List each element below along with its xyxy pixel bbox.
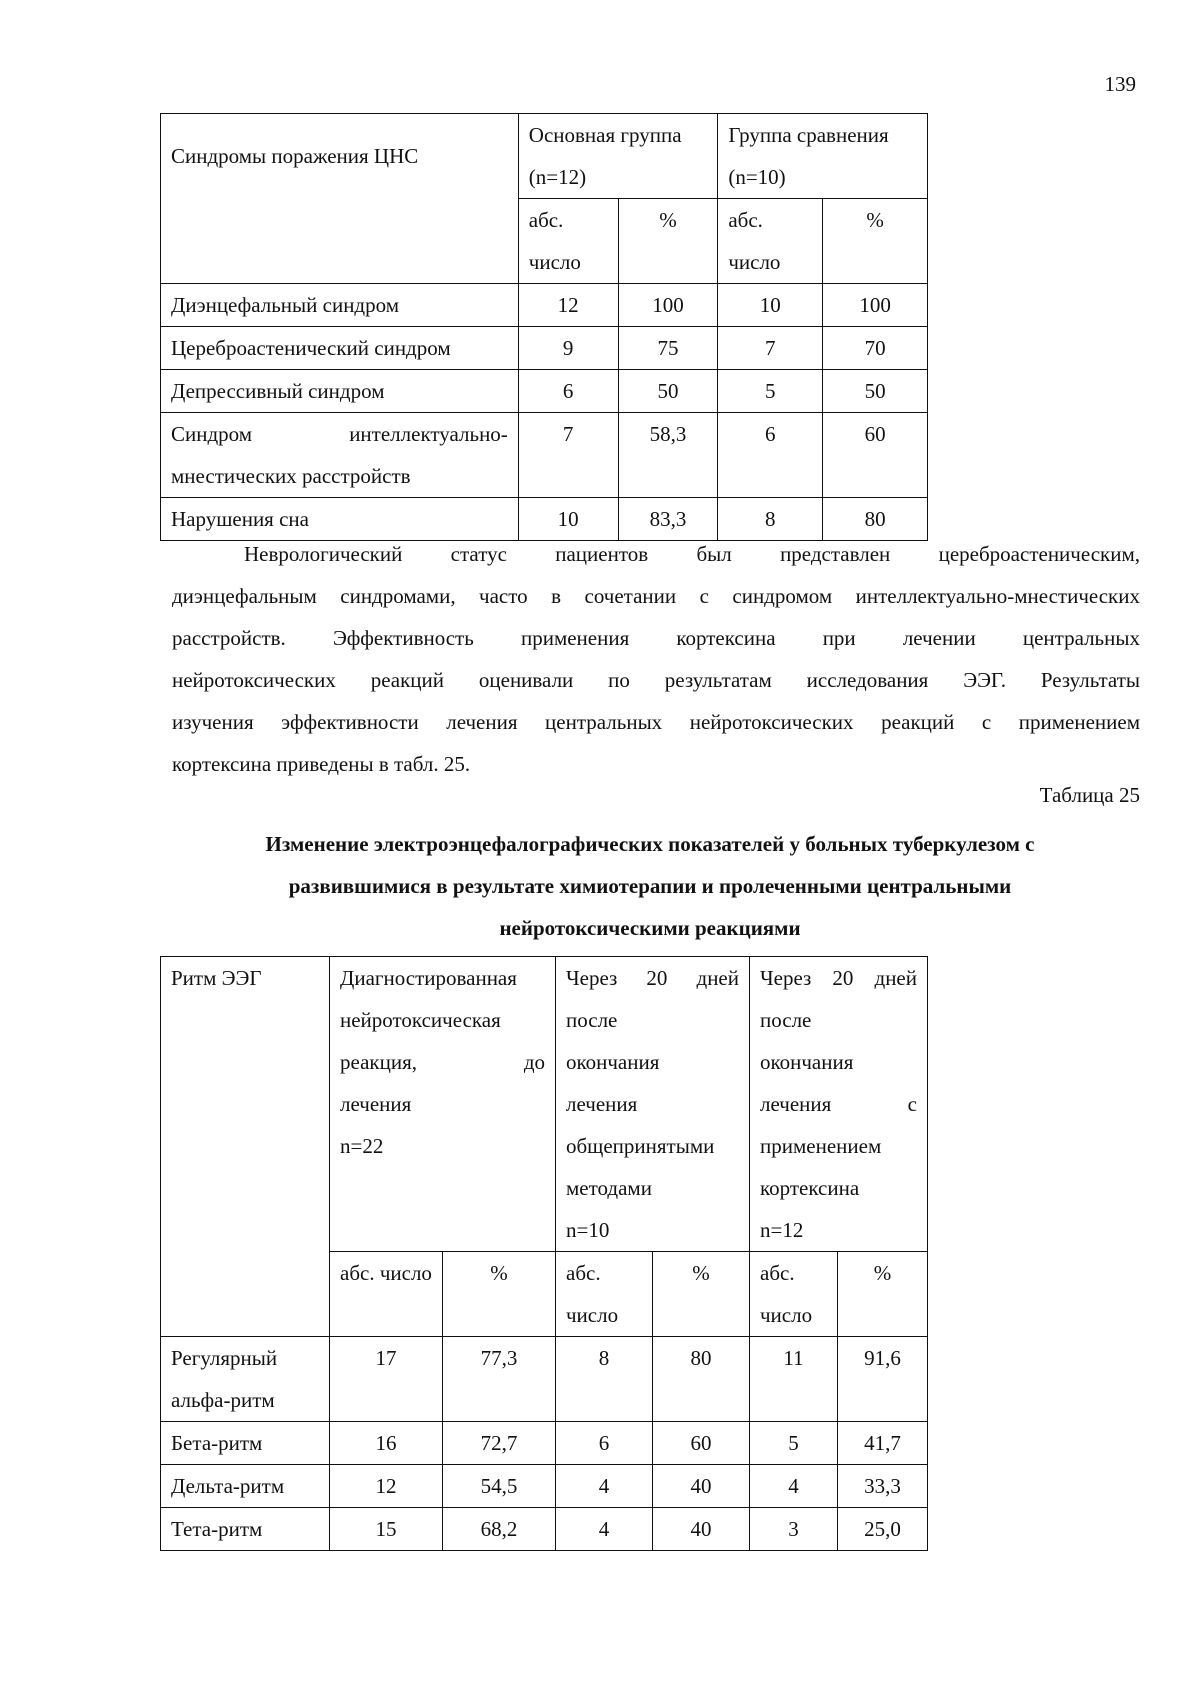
cell: 5 (750, 1422, 838, 1465)
cell: 12 (330, 1465, 443, 1508)
cell: 58,3 (618, 413, 718, 498)
cell: 10 (718, 284, 823, 327)
table1-header-abs: абс. число (718, 199, 823, 284)
cell: 5 (718, 370, 823, 413)
header-line: лечения (340, 1092, 412, 1116)
row-label: Бета-ритм (161, 1422, 330, 1465)
cell: 70 (823, 327, 928, 370)
paragraph-line: изучения эффективности лечения центральных нейротоксических реакций с применением (172, 710, 1140, 734)
cell: 77,3 (443, 1337, 556, 1422)
paragraph-line: нейротоксических реакций оценивали по результатам исследования ЭЭГ. Результаты (172, 668, 1140, 692)
row-label: Нарушения сна (161, 498, 519, 541)
table2-header-group3 (750, 957, 928, 1252)
cell: 50 (618, 370, 718, 413)
cell: 60 (823, 413, 928, 498)
cell: 91,6 (838, 1337, 928, 1422)
cell: 7 (518, 413, 618, 498)
row-label: Диэнцефальный синдром (161, 284, 519, 327)
header-line: Через 20 дней (760, 966, 917, 990)
header-line: применением (760, 1134, 882, 1158)
cell: 25,0 (838, 1508, 928, 1551)
cell: 6 (518, 370, 618, 413)
table1-header-compare-group: Группа сравнения (n=10) (718, 114, 928, 199)
row-label: Дельта-ритм (161, 1465, 330, 1508)
table-row (161, 327, 928, 370)
body-paragraph (172, 533, 1140, 785)
cell: 8 (718, 498, 823, 541)
cell: 3 (750, 1508, 838, 1551)
paragraph-line: Неврологический статус пациентов был представлен цереброастеническим, (244, 542, 1140, 566)
row-label: Регулярный альфа-ритм (161, 1337, 330, 1422)
table1-header-syndromes: Синдромы поражения ЦНС (161, 114, 519, 284)
header-line: методами (566, 1176, 652, 1200)
cell: 17 (330, 1337, 443, 1422)
cell: 75 (618, 327, 718, 370)
cell: 100 (823, 284, 928, 327)
cell: 54,5 (443, 1465, 556, 1508)
header-line: n=10 (566, 1218, 610, 1242)
table1-header-pct: % (618, 199, 718, 284)
row-label: Цереброастенический синдром (161, 327, 519, 370)
paragraph-line: кортексина приведены в табл. 25. (172, 752, 471, 776)
header-line: лечения (566, 1092, 638, 1116)
row-label-line: Синдром интеллектуально- (171, 422, 508, 446)
table-row (161, 284, 928, 327)
table-row (161, 1508, 928, 1551)
header-line: n=22 (340, 1134, 384, 1158)
cell: 9 (518, 327, 618, 370)
eeg-table (160, 956, 928, 1551)
table-title-line: нейротоксическими реакциями (499, 916, 801, 940)
cell: 68,2 (443, 1508, 556, 1551)
cell: 12 (518, 284, 618, 327)
cell: 4 (556, 1508, 653, 1551)
cell: 10 (518, 498, 618, 541)
table2-header-pct: % (838, 1252, 928, 1337)
cell: 83,3 (618, 498, 718, 541)
row-label (161, 413, 519, 498)
cell: 50 (823, 370, 928, 413)
table2-header-pct: % (443, 1252, 556, 1337)
table-label: Таблица 25 (1039, 783, 1140, 807)
table2-header-abs: абс. число (556, 1252, 653, 1337)
cell: 8 (556, 1337, 653, 1422)
cell: 4 (556, 1465, 653, 1508)
table2-header-group1 (330, 957, 556, 1252)
table1-header-abs: абс. число (518, 199, 618, 284)
header-line: окончания (760, 1050, 854, 1074)
cell: 7 (718, 327, 823, 370)
cell: 15 (330, 1508, 443, 1551)
cell: 60 (653, 1422, 750, 1465)
cell: 72,7 (443, 1422, 556, 1465)
table-title-line: Изменение электроэнцефалографических показателей у больных туберкулезом с (265, 832, 1035, 856)
table-title (160, 823, 1140, 949)
cell: 6 (556, 1422, 653, 1465)
paragraph-line: расстройств. Эффективность применения кортексина при лечении центральных (172, 626, 1140, 650)
table1-header-pct: % (823, 199, 928, 284)
cell: 80 (823, 498, 928, 541)
table2-header-abs: абс. число (750, 1252, 838, 1337)
cell: 40 (653, 1465, 750, 1508)
row-label-line: мнестических расстройств (171, 464, 411, 488)
header-line: кортексина (760, 1176, 860, 1200)
header-line: окончания (566, 1050, 660, 1074)
syndromes-table (160, 113, 928, 541)
table-row (161, 370, 928, 413)
header-line: лечения с (760, 1092, 917, 1116)
table-title-line: развившимися в результате химиотерапии и пролеченными центральными (288, 874, 1012, 898)
header-line: Диагностированная (340, 966, 517, 990)
row-label: Тета-ритм (161, 1508, 330, 1551)
table-row (161, 1422, 928, 1465)
table2-header-group2 (556, 957, 750, 1252)
cell: 40 (653, 1508, 750, 1551)
cell: 33,3 (838, 1465, 928, 1508)
table-row (161, 1337, 928, 1422)
paragraph-line: диэнцефальным синдромами, часто в сочетании с синдромом интеллектуально-мнестических (172, 584, 1140, 608)
cell: 80 (653, 1337, 750, 1422)
cell: 4 (750, 1465, 838, 1508)
row-label: Депрессивный синдром (161, 370, 519, 413)
table2-header-pct: % (653, 1252, 750, 1337)
header-line: Через 20 дней (566, 966, 739, 990)
page-number: 139 (1104, 72, 1136, 96)
cell: 6 (718, 413, 823, 498)
header-line: общепринятыми (566, 1134, 715, 1158)
header-line: нейротоксическая (340, 1008, 501, 1032)
header-line: реакция, до (340, 1050, 545, 1074)
header-line: n=12 (760, 1218, 804, 1242)
table2-header-rhythm: Ритм ЭЭГ (161, 957, 330, 1337)
table-row (161, 1465, 928, 1508)
table1-header-main-group: Основная группа (n=12) (518, 114, 718, 199)
cell: 41,7 (838, 1422, 928, 1465)
cell: 11 (750, 1337, 838, 1422)
cell: 100 (618, 284, 718, 327)
table2-header-abs: абс. число (330, 1252, 443, 1337)
cell: 16 (330, 1422, 443, 1465)
header-line: после (566, 1008, 618, 1032)
header-line: после (760, 1008, 812, 1032)
table-row (161, 413, 928, 498)
